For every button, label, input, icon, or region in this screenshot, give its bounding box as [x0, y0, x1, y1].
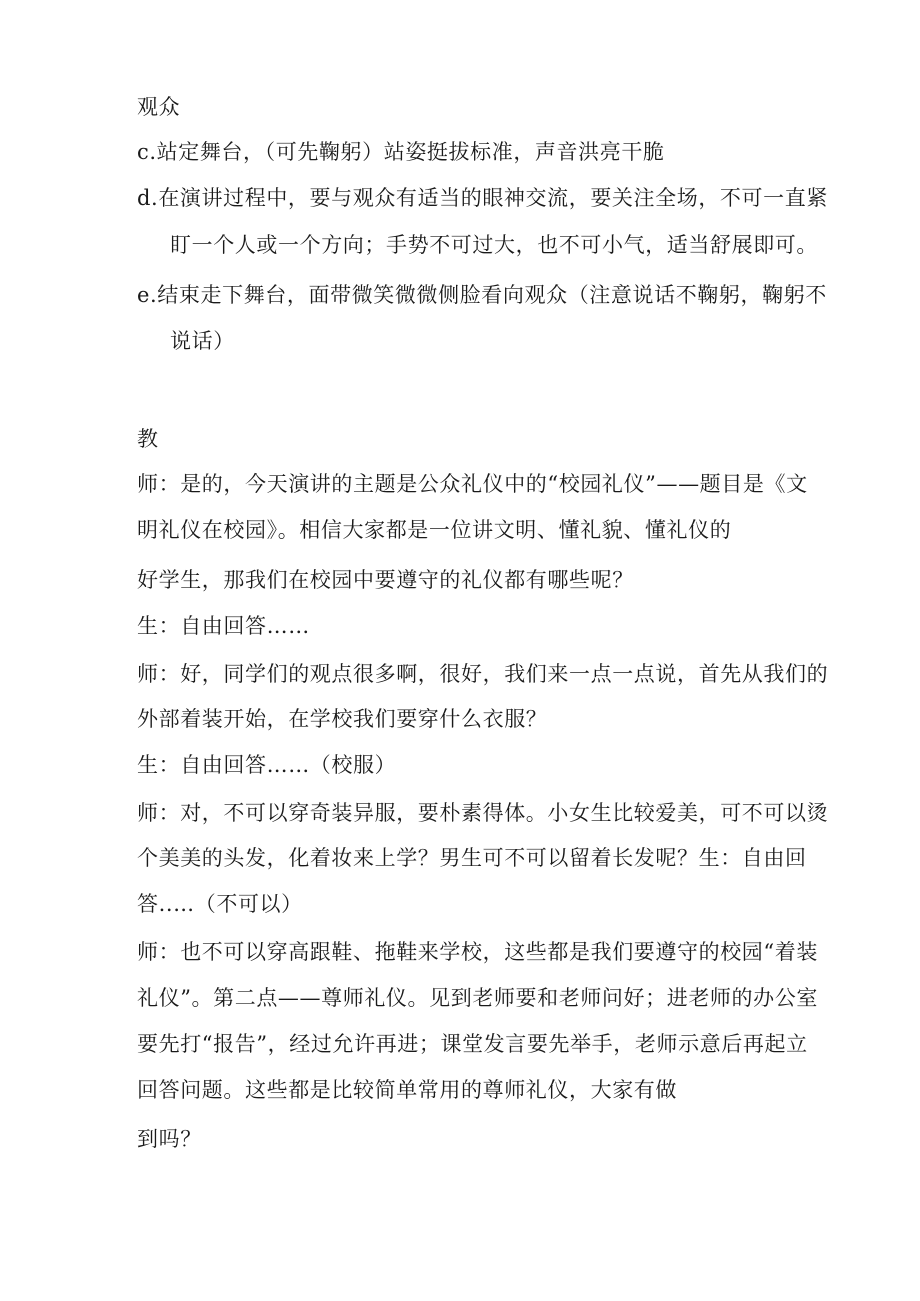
- list-item-e-continuation: 说话）: [170, 329, 235, 353]
- dialogue-line: 回答问题。这些都是比较简单常用的尊师礼仪，大家有做: [137, 1078, 677, 1102]
- dialogue-line: 生：自由回答……: [137, 614, 310, 638]
- text-line: 教: [137, 427, 159, 451]
- text-line: 观众: [137, 95, 181, 119]
- dialogue-line: 外部着装开始，在学校我们要穿什么衣服？: [137, 707, 548, 731]
- dialogue-line: 师：也不可以穿高跟鞋、拖鞋来学校，这些都是我们要遵守的校园“着装: [137, 940, 818, 964]
- dialogue-line: 师：是的，今天演讲的主题是公众礼仪中的“校园礼仪”——题目是《文: [137, 472, 808, 496]
- dialogue-line: 个美美的头发，化着妆来上学？男生可不可以留着长发呢？生：自由回: [137, 846, 807, 870]
- dialogue-line: 礼仪”。第二点——尊师礼仪。见到老师要和老师问好；进老师的办公室: [137, 986, 818, 1010]
- dialogue-line: 答..…（不可以）: [137, 892, 303, 916]
- list-item-d: d.在演讲过程中，要与观众有适当的眼神交流，要关注全场，不可一直紧: [137, 186, 828, 210]
- dialogue-line: 师：对，不可以穿奇装异服，要朴素得体。小女生比较爱美，可不可以烫: [137, 801, 829, 825]
- dialogue-line: 师：好，同学们的观点很多啊，很好，我们来一点一点说，首先从我们的: [137, 662, 829, 686]
- dialogue-line: 好学生，那我们在校园中要遵守的礼仪都有哪些呢？: [137, 568, 634, 592]
- dialogue-line: 到吗？: [137, 1127, 202, 1151]
- dialogue-line: 要先打“报告”，经过允许再进；课堂发言要先举手，老师示意后再起立: [137, 1032, 808, 1056]
- dialogue-line: 生：自由回答……（校服）: [137, 753, 397, 777]
- list-item-c: c.站定舞台，（可先鞠躬）站姿挺拔标准，声音洪亮干脆: [137, 140, 665, 164]
- dialogue-line: 明礼仪在校园》。相信大家都是一位讲文明、懂礼貌、懂礼仪的: [137, 518, 732, 542]
- list-item-d-continuation: 盯一个人或一个方向；手势不可过大，也不可小气，适当舒展即可。: [170, 233, 818, 257]
- list-item-e: e.结束走下舞台，面带微笑微微侧脸看向观众（注意说话不鞠躬，鞠躬不: [137, 283, 827, 307]
